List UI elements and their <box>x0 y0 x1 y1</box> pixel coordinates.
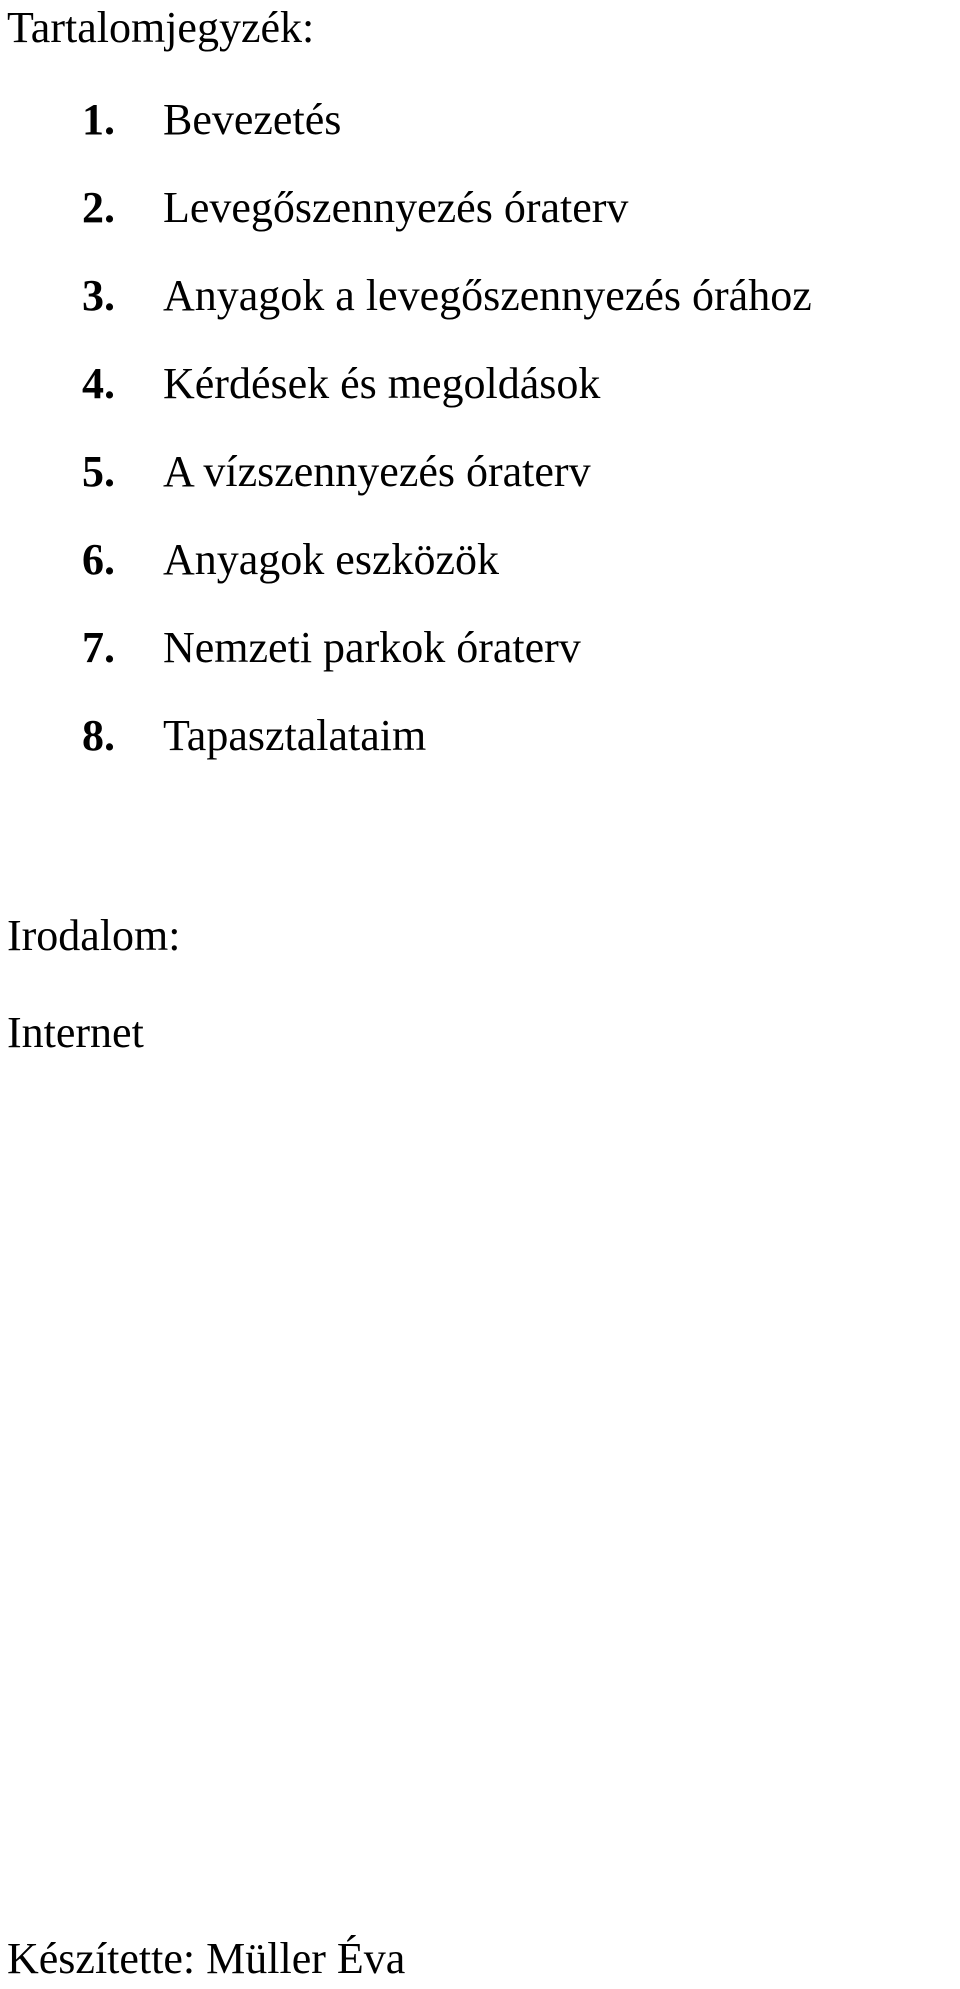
toc-item-label: Anyagok a levegőszennyezés órához <box>163 271 812 320</box>
toc-item-number: 2. <box>82 183 115 232</box>
toc-item-number: 6. <box>82 535 115 584</box>
toc-item-2 <box>0 183 960 274</box>
toc-item-label: Nemzeti parkok óraterv <box>163 623 581 672</box>
toc-item-number: 1. <box>82 95 115 144</box>
toc-item-5 <box>0 447 960 538</box>
author-line: Készítette: Müller Éva <box>7 1934 406 1983</box>
toc-item-1 <box>0 95 960 186</box>
literature-item: Internet <box>7 1008 144 1057</box>
toc-item-label: Bevezetés <box>163 95 342 144</box>
toc-item-3 <box>0 271 960 362</box>
toc-item-number: 3. <box>82 271 115 320</box>
toc-title: Tartalomjegyzék: <box>7 3 315 52</box>
toc-item-number: 4. <box>82 359 115 408</box>
toc-item-label: Kérdések és megoldások <box>163 359 601 408</box>
toc-item-6 <box>0 535 960 626</box>
literature-title: Irodalom: <box>7 911 181 960</box>
toc-item-label: A vízszennyezés óraterv <box>163 447 591 496</box>
toc-item-number: 7. <box>82 623 115 672</box>
toc-item-number: 5. <box>82 447 115 496</box>
toc-item-label: Levegőszennyezés óraterv <box>163 183 629 232</box>
toc-item-8 <box>0 711 960 802</box>
toc-item-label: Tapasztalataim <box>163 711 427 760</box>
toc-item-number: 8. <box>82 711 115 760</box>
toc-item-label: Anyagok eszközök <box>163 535 500 584</box>
toc-item-4 <box>0 359 960 450</box>
toc-item-7 <box>0 623 960 714</box>
toc-list <box>0 95 960 802</box>
